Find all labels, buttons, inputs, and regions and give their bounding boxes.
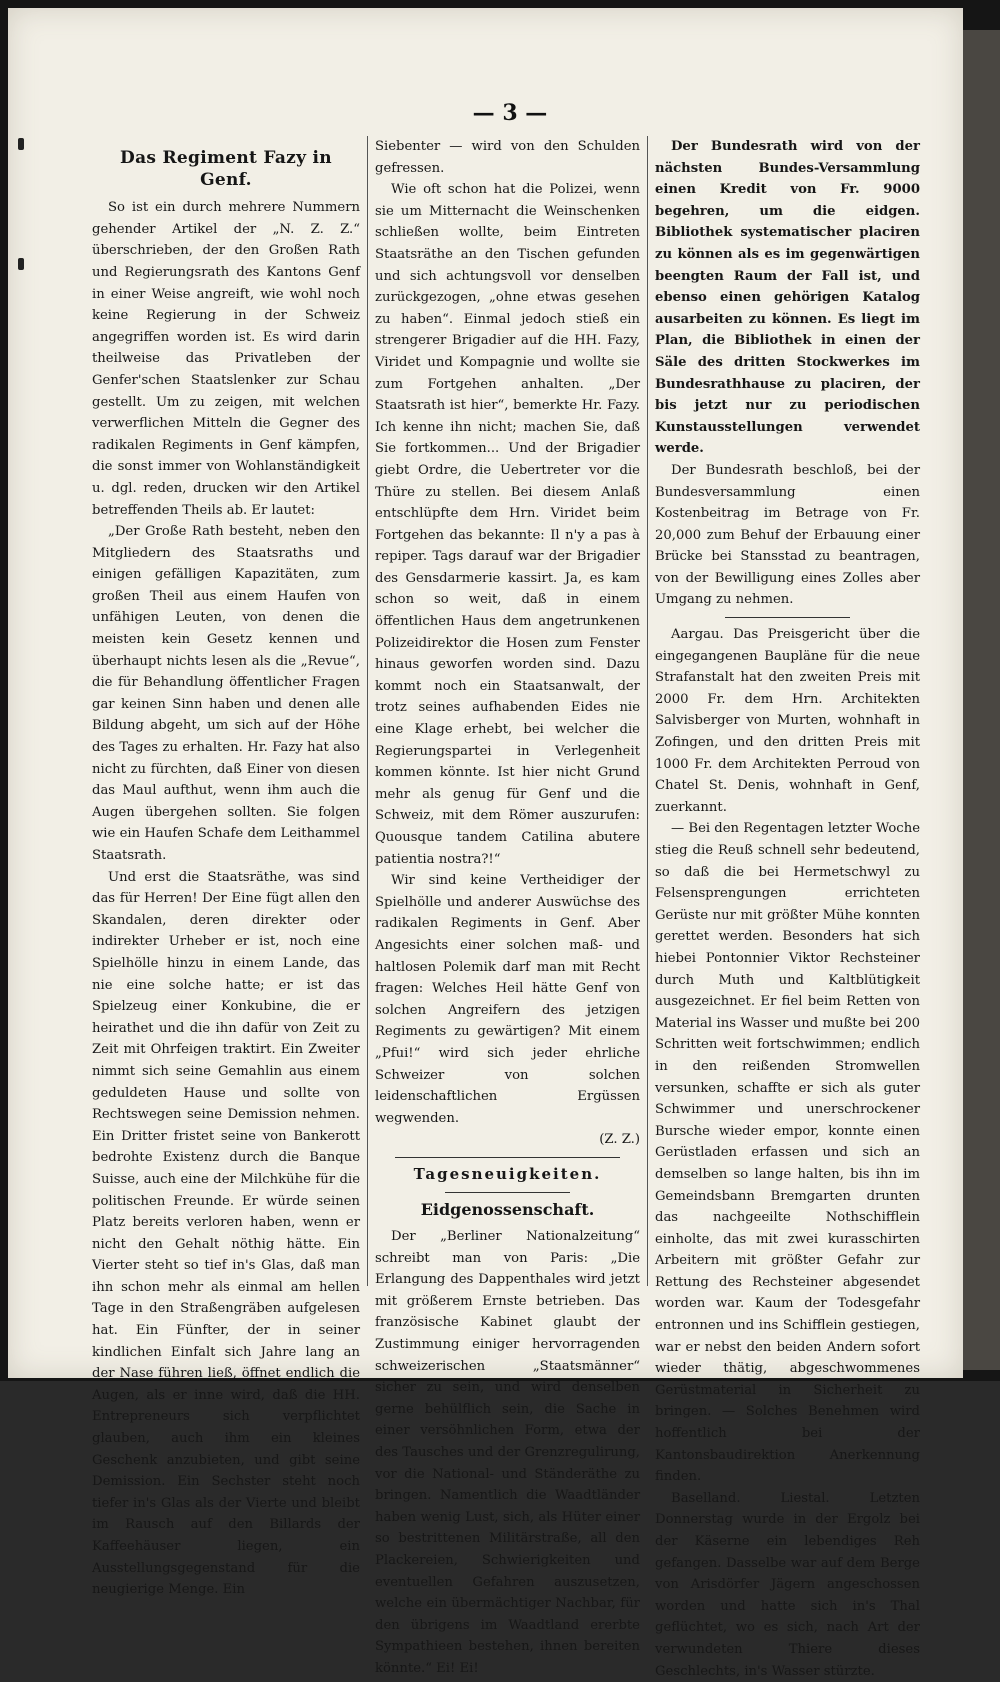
- article-paragraph: Aargau. Das Preisgericht über die eingegangenen Baupläne für die neue Strafanstalt hat den zweiten Preis mit 2000 Fr. dem Hrn. Architekten Salvisberger von Murten, wohnhaft in Zofingen, und den dritten Preis mit 1000 Fr. dem Architekten Perroud von Chatel St. Denis, wohnhaft in Genf, zuerkannt.: [655, 627, 920, 815]
- section-divider: [445, 1192, 570, 1193]
- article-paragraph: Der Bundesrath wird von der nächsten Bundes-Versammlung einen Kredit von Fr. 9000 begehren, um die eidgen. Bibliothek systematischer placiren zu können als es im gegenwärtigen beengten Raum der Fall ist, und ebenso einen gehörigen Katalog ausarbeiten zu können. Es liegt im Plan, die Bibliothek in einen der Säle des dritten Stockwerkes im Bundesrathhause zu placiren, der bis jetzt nur zu periodischen Kunstausstellungen verwendet werde.: [655, 139, 920, 457]
- article-paragraph: So ist ein durch mehrere Nummern gehender Artikel der „N. Z. Z.“ überschrieben, der den Großen Rath und Regierungsrath des Kantons Genf in einer Weise angreift, wie wohl noch keine Regierung in der Schweiz angegriffen worden ist. Es wird darin theilweise das Privatleben der Genfer'schen Staatslenker zur Schau gestellt. Um zu zeigen, mit welchen verwerflichen Mitteln die Gegner des radikalen Regiments in Genf kämpfen, die sonst immer von Wohlanständigkeit u. dgl. reden, drucken wir den Artikel betreffenden Theils ab. Er lautet:: [92, 200, 360, 518]
- article-paragraph: Der Bundesrath beschloß, bei der Bundesversammlung einen Kostenbeitrag im Betrage von Fr. 20,000 zum Behuf der Erbauung einer Brücke bei Stansstad zu beantragen, von der Bewilligung eines Zolles aber Umgang zu nehmen.: [655, 462, 920, 608]
- sub-heading: Eidgenossenschaft.: [420, 1199, 595, 1219]
- page-edge-shadow: [963, 30, 1000, 1370]
- column-1: [92, 136, 360, 1598]
- column-rule: [367, 136, 368, 1286]
- page-number: — 3 —: [472, 100, 548, 126]
- article-paragraph: — Bei den Regentagen letzter Woche stieg die Reuß schnell sehr bedeutend, so daß die bei Hermetschwyl zu Felsensprengungen errichteten Gerüste nur mit größter Mühe konnten gerettet werden. Besonders hat sich hiebei Pontonnier Viktor Rechsteiner durch Muth und Kaltblütigkeit ausgezeichnet. Er fiel beim Retten von Material ins Wasser und mußte bei 200 Schritten weit fortschwimmen; endlich in den reißenden Stromwellen versunken, schaffte er sich als guter Schwimmer und unerschrockener Bursche wieder empor, konnte einen Gerüstladen erfassen und sich an demselben so lange halten, bis ihn im Gemeindsbann Bremgarten drunten das nachgeeilte Nothschifflein einholte, das mit zwei kurasschirten Arbeitern mit größter Gefahr zur Rettung des Rechsteiner abgesendet worden war. Kaum der Todesgefahr entronnen und ins Schifflein gestiegen, war er nebst den beiden Andern sofort wieder thätig, abgeschwommenes Gerüstmaterial in Sicherheit zu bringen. — Solches Benehmen wird hoffentlich bei der Kantonsbaudirektion Anerkennung finden.: [655, 821, 920, 1485]
- article-paragraph: Und erst die Staatsräthe, was sind das für Herren! Der Eine fügt allen den Skandalen, deren direkter oder indirekter Urheber er ist, noch eine Spielhölle hinzu in einem Lande, das nie eine solche hatte; er ist das Spielzeug einer Konkubine, die er heirathet und die ihn dafür von Zeit zu Zeit mit Ohrfeigen traktirt. Ein Zweiter nimmt sich seine Gemahlin aus einem geduldeten Hause und sollte von Rechtswegen seine Demission nehmen. Ein Dritter fristet seine von Bankerott bedrohte Existenz durch die Banque Suisse, auch eine der Milchkühe für die politischen Freunde. Er würde seinen Platz bereits verloren haben, wenn er nicht den Gehalt nöthig hätte. Ein Vierter steht so tief in's Glas, daß man ihn schon mehr als einmal am hellen Tage in den Straßengräben aufgelesen hat. Ein Fünfter, der in seiner kindlichen Einfalt sich Jahre lang an der Nase führen ließ, öffnet endlich die Augen, als er inne wird, daß die HH. Entrepreneurs sich verpflichtet glauben, auch ihm ein kleines Geschenk anzubieten, und gibt seine Demission. Ein Sechster steht noch tiefer in's Glas als der Vierte und bleibt im Rausch auf den Billards der Kaffeehäuser liegen, ein Ausstellungsgegenstand für die neugierige Menge. Ein: [92, 869, 360, 1598]
- binding-mark: [18, 138, 24, 150]
- article-paragraph: Baselland. Liestal. Letzten Donnerstag wurde in der Ergolz bei der Käserne ein lebendiges Reh gefangen. Dasselbe war auf dem Berge von Arisdörfer Jägern angeschossen worden und hatte sich in's Thal geflüchtet, wo es sich, nach Art der verwundeten Thiere dieses Geschlechts, in's Wasser stürzte.: [655, 1490, 920, 1679]
- article-paragraph: Wie oft schon hat die Polizei, wenn sie um Mitternacht die Weinschenken schließen wollte, beim Eintreten Staatsräthe an den Tischen gefunden und sich achtungsvoll vor denselben zurückgezogen, „ohne etwas gesehen zu haben“. Einmal jedoch stieß ein strengerer Brigadier auf die HH. Fazy, Viridet und Kompagnie und wollte sie zum Fortgehen anhalten. „Der Staatsrath ist hier“, bemerkte Hr. Fazy. Ich kenne ihn nicht; machen Sie, daß Sie fortkommen... Und der Brigadier giebt Ordre, die Uebertreter vor die Thüre zu stellen. Bei diesem Anlaß entschlüpfte dem Hrn. Viridet beim Fortgehen das bekannte: Il n'y a pas à repiper. Tags darauf war der Brigadier des Gensdarmerie kassirt. Ja, es kam schon so weit, daß in einem öffentlichen Haus dem angetrunkenen Polizeidirektor die Hosen zum Fenster hinaus geworfen worden sind. Dazu kommt noch ein Staatsanwalt, der trotz seines aufhabenden Eides nie eine Klage erhebt, bei welcher die Regierungspartei in Verlegenheit kommen könnte. Ist hier nicht Grund mehr als genug für Genf und die Schweiz, mit dem Römer auszurufen: Quousque tandem Catilina abutere patientia nostra?!“: [375, 182, 640, 867]
- column-2: [375, 136, 640, 1676]
- article-paragraph: Wir sind keine Vertheidiger der Spielhölle und anderer Auswüchse des radikalen Regiments in Genf. Aber Angesichts einer solchen maß- und haltlosen Polemik darf man mit Recht fragen: Welches Heil hätte Genf von solchen Angreifern des jetzigen Regiments zu gewärtigen? Mit einem „Pfui!“ wird sich jeder ehrliche Schweizer von solchen leidenschaftlichen Ergüssen wegwenden.: [375, 873, 640, 1126]
- article-paragraph: „Der Große Rath besteht, neben den Mitgliedern des Staatsraths und einigen gefälligen Kapazitäten, zum großen Theil aus einem Haufen von unfähigen Leuten, von denen die meisten kein Gesetz kennen und überhaupt nichts lesen als die „Revue“, die für Behandlung öffentlicher Fragen gar keinen Sinn haben und denen alle Bildung abgeht, um sich auf der Höhe des Tages zu erhalten. Hr. Fazy hat also nicht zu fürchten, daß Einer von diesen das Maul aufthut, wenn ihm auch die Augen übergehen sollten. Sie folgen wie ein Haufen Schafe dem Leithammel Staatsrath.: [92, 524, 360, 863]
- article-title: Das Regiment Fazy in Genf.: [120, 148, 332, 190]
- section-divider: [395, 1157, 620, 1158]
- article-signature: (Z. Z.): [599, 1132, 640, 1148]
- section-divider: [725, 617, 850, 618]
- binding-mark: [18, 258, 24, 270]
- column-rule: [647, 136, 648, 1286]
- article-paragraph: Der „Berliner Nationalzeitung“ schreibt man von Paris: „Die Erlangung des Dappenthales wird jetzt mit größerem Ernste betrieben. Das französische Kabinet glaubt der Zustimmung einiger hervorragenden schweizerischen „Staatsmänner“ sicher zu sein, und wird denselben gerne behülflich sein, die Sache in einer versöhnlichen Form, etwa der des Tausches und der Grenzregulirung, vor die National- und Ständeräthe zu bringen. Namentlich die Waadtländer haben wenig Lust, sich, als Hüter einer so bestrittenen Militärstraße, all den Plackereien, Schwierigkeiten und eventuellen Gefahren auszusetzen, welche ein übermächtiger Nachbar, für den übrigens im Waadtland ererbte Sympathieen bestehen, ihnen bereiten könnte.“ Ei! Ei!: [375, 1229, 640, 1676]
- column-3: [655, 136, 920, 1679]
- section-heading: Tagesneuigkeiten.: [413, 1164, 602, 1183]
- article-paragraph: Siebenter — wird von den Schulden gefressen.: [375, 139, 640, 176]
